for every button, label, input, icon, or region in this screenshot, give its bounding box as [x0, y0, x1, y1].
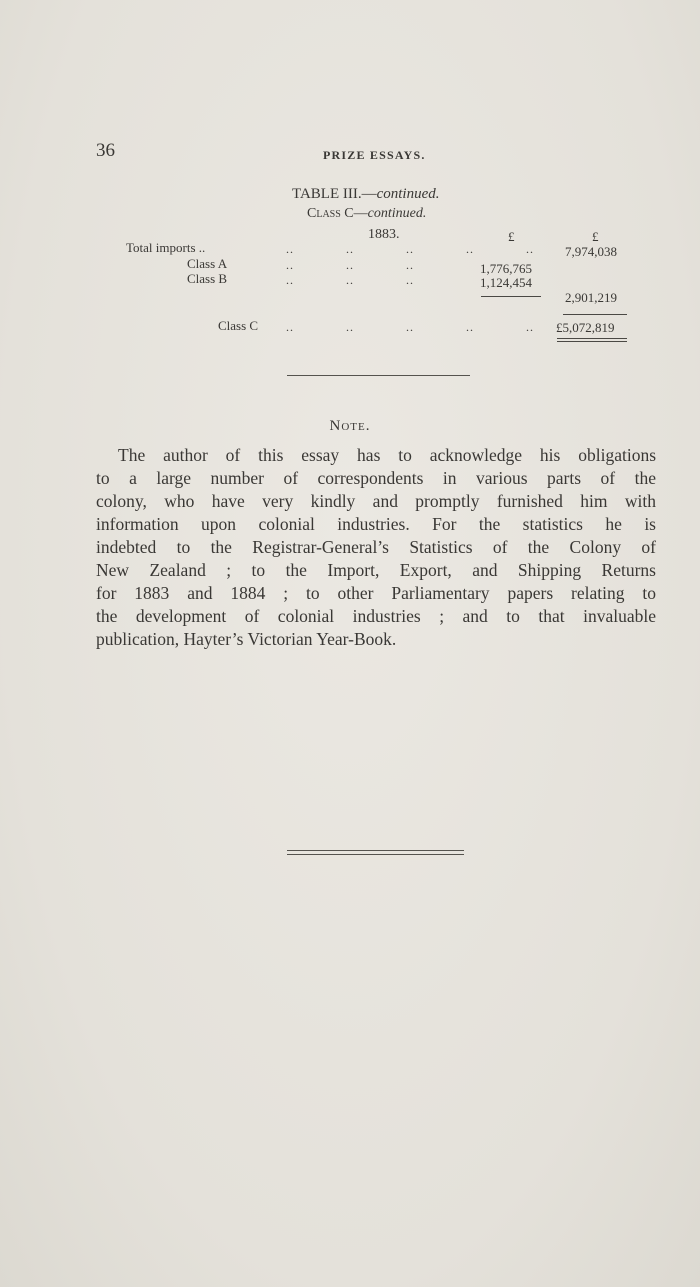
double-rule-top: [557, 338, 627, 339]
class-continued: continued.: [367, 206, 427, 221]
note-line: for 1883 and 1884 ; to other Parliamentary papers relating to: [96, 583, 656, 603]
leader-dots: ..: [526, 320, 534, 334]
end-rule-bottom: [287, 854, 464, 855]
note-line: information upon colonial industries. For the statistics he is: [96, 514, 656, 534]
note-heading: Note.: [329, 418, 371, 434]
leader-dots: ..: [286, 273, 294, 287]
note-line: The author of this essay has to acknowledge his obligations: [118, 445, 656, 465]
row-total-imports-value: 7,974,038: [565, 244, 617, 259]
subtotal-rule: [481, 296, 541, 297]
class-subtitle: [307, 206, 426, 222]
row-class-b-label: Class B: [187, 271, 228, 286]
class-label: Class C—: [307, 206, 368, 221]
leader-dots: ..: [286, 320, 294, 334]
note-line: the development of colonial industries ; and to that invaluable: [96, 606, 656, 626]
leader-dots: ..: [406, 273, 414, 287]
note-line: to a large number of correspondents in various parts of the: [96, 468, 656, 488]
table-title: [292, 186, 440, 203]
table-title-continued: continued.: [376, 186, 440, 202]
leader-dots: ..: [406, 320, 414, 334]
row-class-a-label: Class A: [187, 256, 228, 271]
note-line: publication, Hayter’s Victorian Year-Book.: [96, 629, 397, 649]
row-class-c-value: £5,072,819: [556, 320, 615, 335]
page-number: 36: [96, 140, 115, 161]
row-class-c-label: Class C: [218, 318, 259, 333]
row-class-b-value: 1,124,454: [480, 275, 532, 290]
double-rule-bottom: [557, 341, 627, 342]
end-rule-top: [287, 850, 464, 851]
leader-dots: ..: [346, 258, 354, 272]
year-header: 1883.: [368, 227, 400, 242]
leader-dots: ..: [286, 258, 294, 272]
leader-dots: ..: [346, 242, 354, 256]
leader-dots: ..: [466, 242, 474, 256]
note-line: colony, who have very kindly and promptly furnished him with: [96, 491, 656, 511]
note-line: New Zealand ; to the Import, Export, and Shipping Returns: [96, 560, 656, 580]
total-rule: [563, 314, 627, 315]
col1-currency: £: [508, 229, 515, 244]
col2-currency: £: [592, 229, 599, 244]
leader-dots: ..: [346, 273, 354, 287]
leader-dots: ..: [406, 258, 414, 272]
leader-dots: ..: [286, 242, 294, 256]
leader-dots: ..: [466, 320, 474, 334]
note-line: indebted to the Registrar-General’s Statistics of the Colony of: [96, 537, 656, 557]
leader-dots: ..: [346, 320, 354, 334]
row-total-imports-label: Total imports ..: [126, 240, 206, 255]
row-subtotal-value: 2,901,219: [565, 290, 617, 305]
section-divider: [287, 375, 470, 376]
leader-dots: ..: [406, 242, 414, 256]
running-title: PRIZE ESSAYS.: [323, 148, 426, 162]
leader-dots: ..: [526, 242, 534, 256]
table-title-main: TABLE III.—: [292, 186, 377, 202]
row-class-a-value: 1,776,765: [480, 261, 532, 276]
